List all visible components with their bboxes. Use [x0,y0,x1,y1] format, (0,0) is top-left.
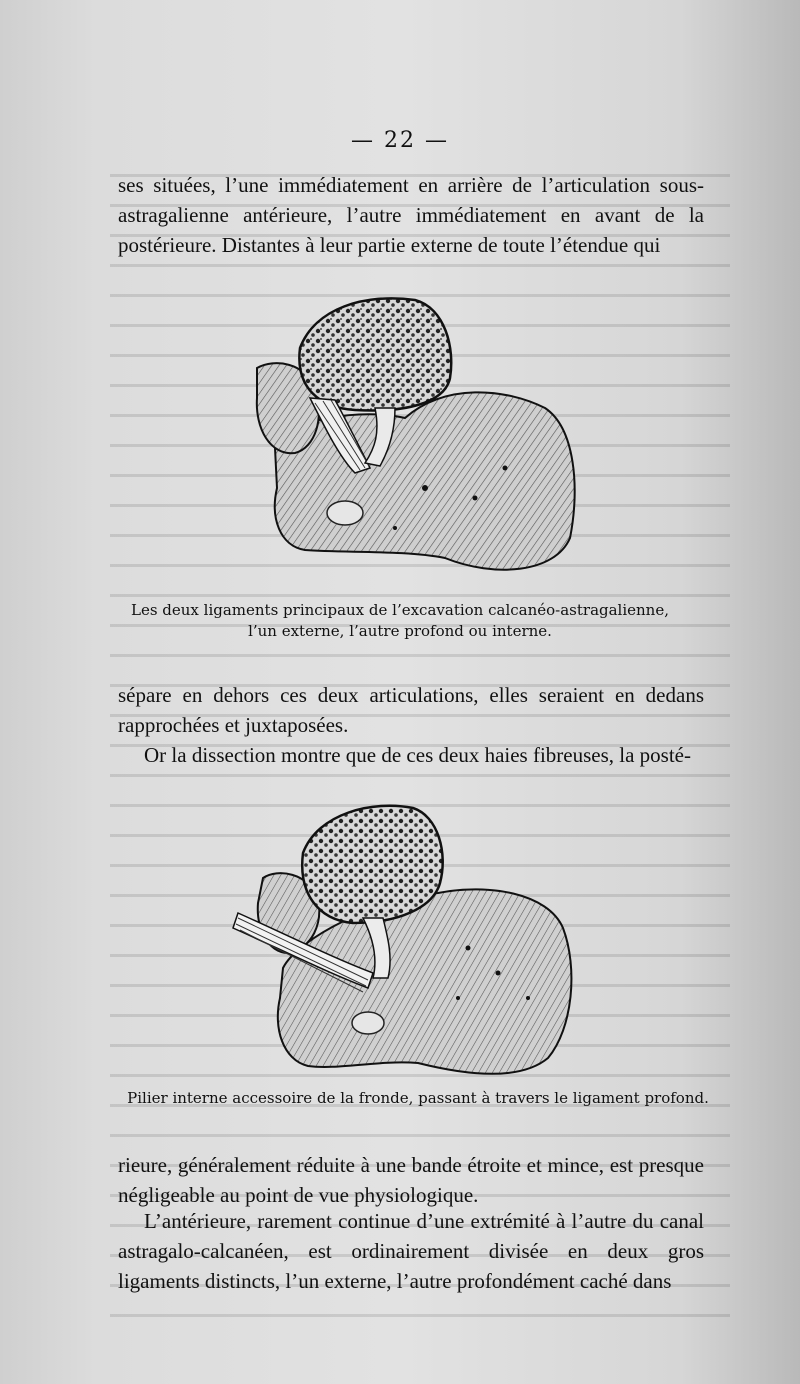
figure-1-bone-illustration [245,288,585,588]
page-number: — 22 — [351,128,449,153]
figure-2-caption: Pilier interne accessoire de la fronde, passant à travers le ligament profond. [127,1089,709,1107]
figure-2-bone-illustration [228,798,578,1083]
paragraph-middle-1: sépare en dehors ces deux articulations, elles seraient en dedans rapprochées et juxtaposées. [118,683,704,737]
paragraph-middle-2: Or la dissection montre que de ces deux haies fibreuses, la posté- [144,743,691,767]
paragraph-bottom-1: rieure, généralement réduite à une bande étroite et mince, est presque négligeable au point de vue physiologique. [118,1153,704,1207]
paragraph-bottom-2: L’antérieure, rarement continue d’une extrémité à l’autre du canal astragalo-calcanéen, est ordinairement divisée en deux gros ligaments distincts, l’un externe, l’autre profondément caché dans [118,1209,704,1293]
figure-1-caption: Les deux ligaments principaux de l’excavation calcanéo-astragalienne, l’un externe, l’autre profond ou interne. [130,601,669,640]
paragraph-top: ses situées, l’une immédiatement en arrière de l’articulation sous-astragalienne antérieure, l’autre immédiatement en avant de la postérieure. Distantes à leur partie externe de toute l’étendue qui [118,173,704,257]
